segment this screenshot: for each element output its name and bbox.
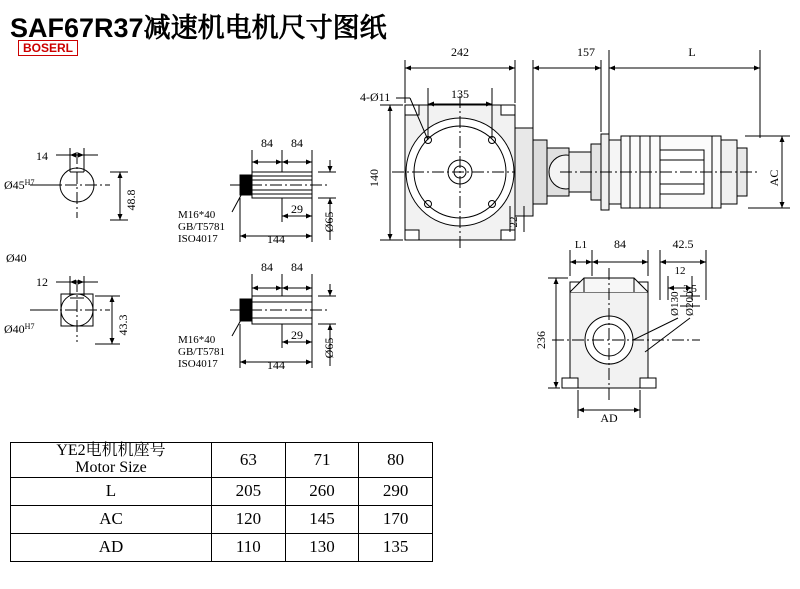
dim-shaft-top-width: 14 <box>36 149 48 163</box>
motor-size-table <box>10 442 433 562</box>
dim-bot-b: 84 <box>291 260 303 274</box>
dim-flange-130: Ø130 <box>669 291 681 316</box>
dim-157: 157 <box>577 45 595 59</box>
note-bolt-bottom: M16*40 <box>178 334 216 346</box>
dim-shaft-bot-width: 12 <box>36 275 48 289</box>
dim-3-5: 3.5 <box>683 283 697 295</box>
dim-shaft-bot-dia: $Ø40^{H7}$ <box>4 322 35 336</box>
row-l-0: 205 <box>212 477 286 505</box>
table-row <box>11 443 433 478</box>
table-header-label <box>11 443 212 478</box>
table-size-0: 63 <box>212 443 286 478</box>
table-row <box>11 533 433 561</box>
row-label-l: L <box>11 477 212 505</box>
table-size-2: 80 <box>359 443 433 478</box>
dim-motor-length: L <box>688 45 696 59</box>
dim-overall-width: 242 <box>451 45 469 59</box>
dim-bot-total: 144 <box>267 358 285 372</box>
note-bolt-top: M16*40 <box>178 209 216 221</box>
brand-logo: BOSERL <box>18 40 78 56</box>
dim-bot-c: 29 <box>291 328 303 342</box>
dim-42-5: 42.5 <box>672 237 694 251</box>
dim-shaft-top-height: 48.8 <box>124 189 138 211</box>
row-l-1: 260 <box>285 477 359 505</box>
dim-height-140: 140 <box>367 169 381 187</box>
dim-shaft-dia-40: Ø40 <box>6 251 27 265</box>
table-size-1: 71 <box>285 443 359 478</box>
table-header-en: Motor Size <box>75 458 147 476</box>
dim-shaft-bot-height: 43.3 <box>116 314 130 336</box>
page-title: SAF67R37减速机电机尺寸图纸 <box>10 13 387 43</box>
row-ad-1: 130 <box>285 533 359 561</box>
dim-top-od: Ø65 <box>322 211 336 233</box>
dim-holes: 4-Ø11 <box>360 90 391 104</box>
note-std2-top: ISO4017 <box>178 233 218 245</box>
dim-236: 236 <box>534 331 548 349</box>
note-std2-bottom: ISO4017 <box>178 358 218 370</box>
note-std1-top: GB/T5781 <box>178 221 226 233</box>
dim-flange-200: Ø200 <box>684 291 696 316</box>
row-label-ac: AC <box>11 505 212 533</box>
row-ad-0: 110 <box>212 533 286 561</box>
row-l-2: 290 <box>359 477 433 505</box>
row-ad-2: 135 <box>359 533 433 561</box>
row-label-ad: AD <box>11 533 212 561</box>
dim-ad: AD <box>600 411 618 425</box>
dim-top-total: 144 <box>267 232 285 246</box>
dim-shaft-top-dia: $Ø45^{H7}$ <box>4 178 35 192</box>
dim-side-84: 84 <box>614 237 626 251</box>
dim-bot-od: Ø65 <box>322 337 336 359</box>
row-ac-0: 120 <box>212 505 286 533</box>
dim-bot-a: 84 <box>261 260 273 274</box>
dim-top-b: 84 <box>291 136 303 150</box>
table-row <box>11 505 433 533</box>
row-ac-2: 170 <box>359 505 433 533</box>
dim-top-a: 84 <box>261 136 273 150</box>
dim-top-c: 29 <box>291 202 303 216</box>
note-std1-bottom: GB/T5781 <box>178 346 226 358</box>
row-ac-1: 145 <box>285 505 359 533</box>
dim-12: 12 <box>674 265 686 277</box>
dim-inner-width: 135 <box>451 87 469 101</box>
table-row <box>11 477 433 505</box>
dim-ac: AC <box>767 169 781 187</box>
dim-22: 22 <box>508 216 520 228</box>
table-header-cn: YE2电机机座号 <box>56 442 166 459</box>
dim-l1: L1 <box>574 239 588 251</box>
